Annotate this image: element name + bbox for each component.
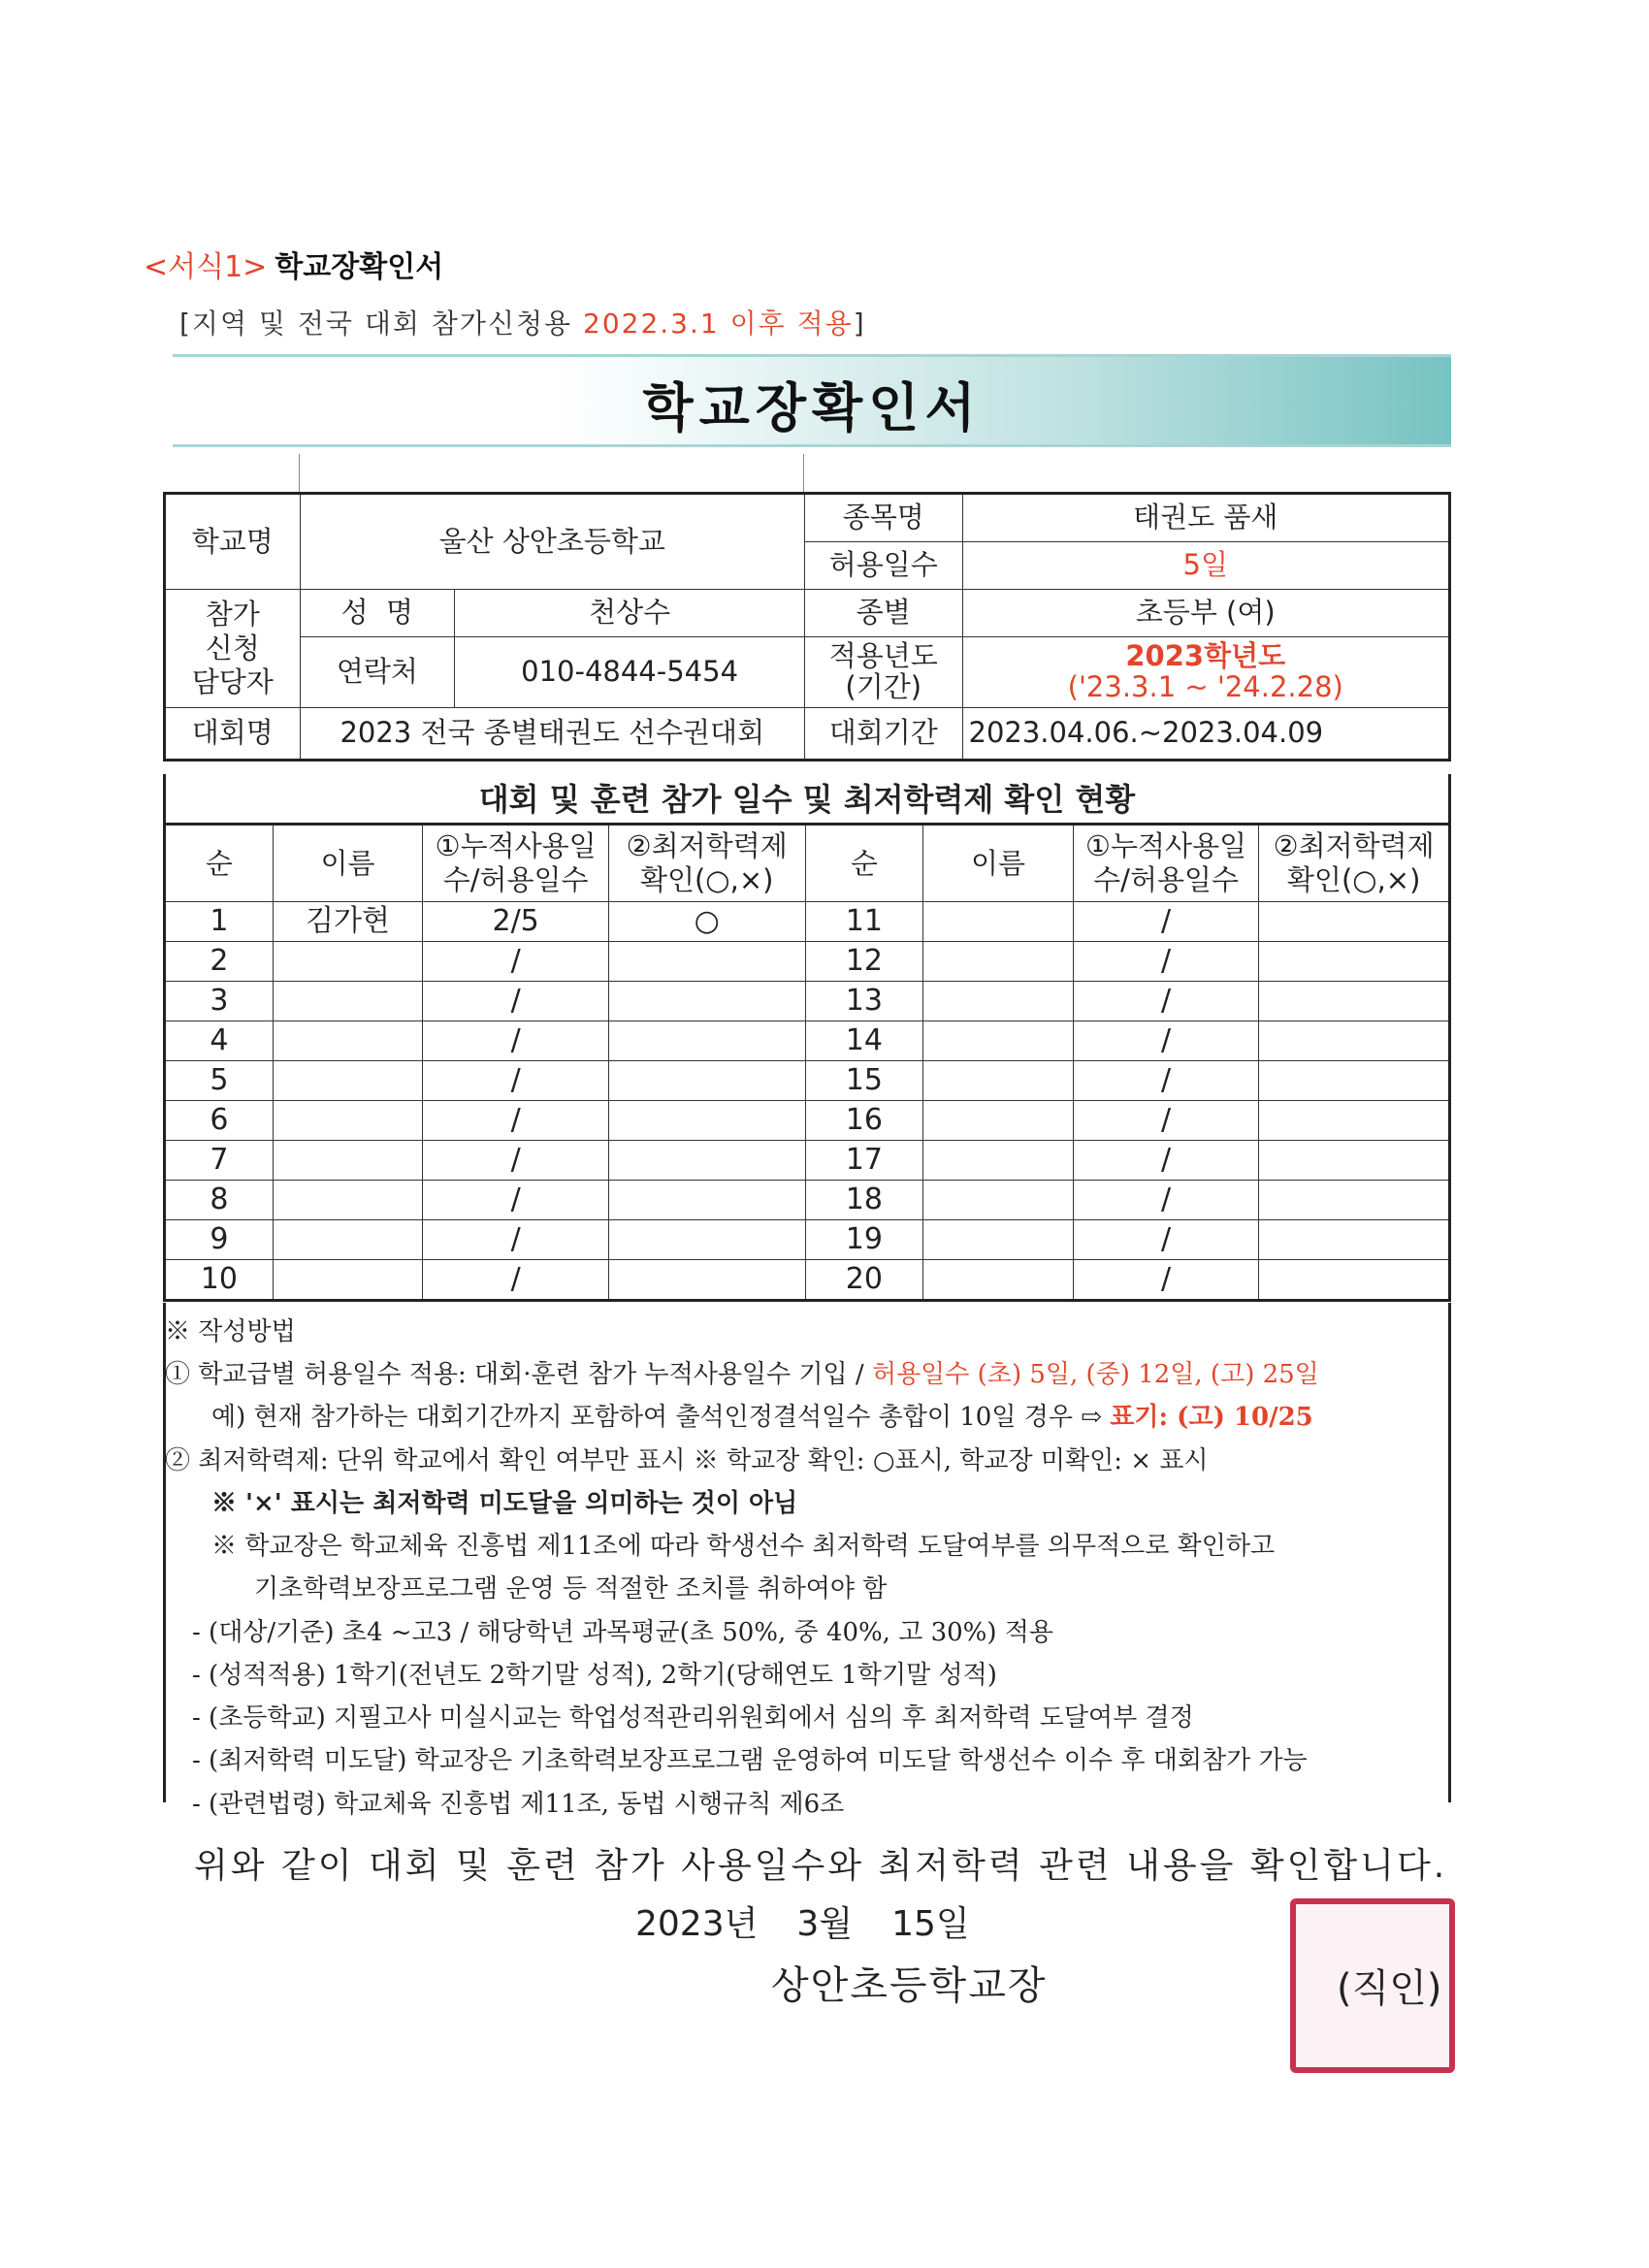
- competition-label: 대회명: [165, 708, 301, 761]
- note-1-example: [211, 1397, 1313, 1433]
- row-min-2: [1259, 1061, 1450, 1101]
- table-row: [165, 1220, 1450, 1260]
- table-row: [165, 902, 1450, 942]
- row-name-2: [923, 1101, 1074, 1141]
- guide-line: [803, 454, 804, 493]
- row-no: 6: [165, 1101, 274, 1141]
- row-no-2: 14: [805, 1021, 923, 1061]
- row-name: [273, 942, 423, 982]
- detail-2: - (성적적용) 1학기(전년도 2학기말 성적), 2학기(당해연도 1학기말 성적): [192, 1661, 997, 1690]
- principal-name: 상안초등학교장: [771, 1963, 1048, 2008]
- status-section-title: 대회 및 훈련 참가 일수 및 최저학력제 확인 현황: [163, 774, 1451, 825]
- notes-heading: ※ 작성방법: [165, 1317, 296, 1346]
- row-name-2: [923, 942, 1074, 982]
- row-days: /: [423, 982, 609, 1021]
- col-no-2: 순: [805, 825, 923, 902]
- row-name: [273, 1181, 423, 1220]
- col-days: ①누적사용일 수/허용일수: [423, 825, 609, 902]
- row-name: [273, 982, 423, 1021]
- detail-3: - (초등학교) 지필고사 미실시교는 학업성적관리위원회에서 심의 후 최저학력 도달여부 결정: [192, 1703, 1194, 1733]
- row-days: /: [423, 1181, 609, 1220]
- year-value: 2023학년도: [1125, 639, 1286, 673]
- subtitle-date: 2022.3.1 이후 적용: [583, 308, 854, 340]
- col-no: 순: [165, 825, 274, 902]
- row-min-2: [1259, 1260, 1450, 1301]
- row-min-2: [1259, 942, 1450, 982]
- period-value: 2023.04.06.~2023.04.09: [962, 708, 1450, 761]
- row-min-2: [1259, 1021, 1450, 1061]
- note-3: ※ '×' 표시는 최저학력 미도달을 의미하는 것이 아님: [211, 1489, 798, 1518]
- row-no: 4: [165, 1021, 274, 1061]
- row-days-2: /: [1073, 1061, 1259, 1101]
- table-row: [165, 982, 1450, 1021]
- table-row: [165, 1141, 1450, 1181]
- row-days: /: [423, 1021, 609, 1061]
- row-no-2: 16: [805, 1101, 923, 1141]
- row-name: [273, 1220, 423, 1260]
- row-no: 8: [165, 1181, 274, 1220]
- detail-5: - (관련법령) 학교체육 진흥법 제11조, 동법 시행규칙 제6조: [192, 1790, 845, 1819]
- row-min: [608, 1141, 805, 1181]
- year-period: ('23.3.1 ~ '24.2.28): [1067, 670, 1343, 703]
- table-row: [165, 1260, 1450, 1301]
- row-name-2: [923, 1181, 1074, 1220]
- row-days: /: [423, 1141, 609, 1181]
- row-min: [608, 982, 805, 1021]
- row-name: [273, 1061, 423, 1101]
- row-no: 5: [165, 1061, 274, 1101]
- row-name: [273, 1141, 423, 1181]
- row-days-2: /: [1073, 1220, 1259, 1260]
- date: [635, 1896, 1009, 1946]
- event-label: 종목명: [805, 494, 962, 542]
- event-value: 태권도 품새: [962, 494, 1450, 542]
- row-min: ○: [608, 902, 805, 942]
- row-min: [608, 1181, 805, 1220]
- row-no-2: 15: [805, 1061, 923, 1101]
- contact-value: 010-4844-5454: [455, 637, 805, 708]
- allowed-days-label: 허용일수: [805, 542, 962, 590]
- note-1-example-text: 예) 현재 참가하는 대회기간까지 포함하여 출석인정결석일수 총합이 10일 경우 ⇨: [211, 1403, 1102, 1432]
- period-label: 대회기간: [805, 708, 962, 761]
- allowed-days-value: 5일: [962, 542, 1450, 590]
- col-min-2: ②최저학력제 확인(○,×): [1259, 825, 1450, 902]
- guide-line: [299, 454, 300, 493]
- note-1-allowed: 허용일수 (초) 5일, (중) 12일, (고) 25일: [871, 1360, 1319, 1389]
- row-name: [273, 1260, 423, 1301]
- row-no-2: 19: [805, 1220, 923, 1260]
- table-row: [165, 1181, 1450, 1220]
- school-label: 학교명: [165, 494, 301, 590]
- applicant-label: 참가 신청 담당자: [165, 590, 301, 708]
- row-no-2: 12: [805, 942, 923, 982]
- category-label: 종별: [805, 590, 962, 637]
- row-days: /: [423, 1101, 609, 1141]
- row-name: 김가현: [273, 902, 423, 942]
- col-days-2: ①누적사용일 수/허용일수: [1073, 825, 1259, 902]
- table-row: [165, 1061, 1450, 1101]
- row-no: 7: [165, 1141, 274, 1181]
- col-min: ②최저학력제 확인(○,×): [608, 825, 805, 902]
- row-days-2: /: [1073, 1101, 1259, 1141]
- note-4b: 기초학력보장프로그램 운영 등 적절한 조치를 취하여야 함: [254, 1574, 888, 1604]
- name-value: 천상수: [455, 590, 805, 637]
- page-title: 학교장확인서: [642, 377, 982, 438]
- col-name-2: 이름: [923, 825, 1074, 902]
- row-name: [273, 1101, 423, 1141]
- school-value: 울산 상안초등학교: [300, 494, 804, 590]
- row-no-2: 20: [805, 1260, 923, 1301]
- row-name: [273, 1021, 423, 1061]
- note-1-example-mark: 표기: (고) 10/25: [1110, 1403, 1313, 1432]
- table-row: [165, 1101, 1450, 1141]
- row-name-2: [923, 1220, 1074, 1260]
- seal-label: (직인): [1337, 1966, 1442, 2011]
- subtitle-prefix: [지역 및 전국 대회 참가신청용: [179, 308, 573, 340]
- row-min-2: [1259, 1181, 1450, 1220]
- note-1-text: ① 학교급별 허용일수 적용: 대회·훈련 참가 누적사용일수 기입 /: [165, 1360, 864, 1389]
- row-days-2: /: [1073, 1260, 1259, 1301]
- row-no: 9: [165, 1220, 274, 1260]
- col-name: 이름: [273, 825, 423, 902]
- date-year: 2023년: [635, 1904, 759, 1944]
- row-no: 1: [165, 902, 274, 942]
- row-min: [608, 1260, 805, 1301]
- form-name: 학교장확인서: [275, 250, 444, 284]
- row-no-2: 18: [805, 1181, 923, 1220]
- row-name-2: [923, 982, 1074, 1021]
- name-label: 성 명: [300, 590, 455, 637]
- row-days-2: /: [1073, 982, 1259, 1021]
- note-2: ② 최저학력제: 단위 학교에서 확인 여부만 표시 ※ 학교장 확인: ○표시, 학교장 미확인: × 표시: [165, 1446, 1209, 1475]
- form-number: <서식1>: [144, 250, 268, 284]
- row-days-2: /: [1073, 1021, 1259, 1061]
- row-min: [608, 1101, 805, 1141]
- row-days-2: /: [1073, 1141, 1259, 1181]
- contact-label: 연락처: [300, 637, 455, 708]
- row-days: /: [423, 1061, 609, 1101]
- confirm-statement: 위와 같이 대회 및 훈련 참가 사용일수와 최저학력 관련 내용을 확인합니다.: [194, 1846, 1448, 1886]
- row-min: [608, 1220, 805, 1260]
- row-min-2: [1259, 1220, 1450, 1260]
- year-cell: [962, 637, 1450, 708]
- row-name-2: [923, 1061, 1074, 1101]
- row-name-2: [923, 902, 1074, 942]
- table-row: [165, 1021, 1450, 1061]
- row-no: 2: [165, 942, 274, 982]
- row-min-2: [1259, 902, 1450, 942]
- row-name-2: [923, 1141, 1074, 1181]
- year-label: 적용년도 (기간): [805, 637, 962, 708]
- row-min: [608, 1061, 805, 1101]
- row-days: /: [423, 1220, 609, 1260]
- category-value: 초등부 (여): [962, 590, 1450, 637]
- row-min-2: [1259, 982, 1450, 1021]
- row-no: 3: [165, 982, 274, 1021]
- info-table: [163, 492, 1451, 761]
- note-4a: ※ 학교장은 학교체육 진흥법 제11조에 따라 학생선수 최저학력 도달여부를 의무적으로 확인하고: [211, 1532, 1276, 1561]
- status-table: [163, 823, 1451, 1302]
- date-month: 3월: [796, 1904, 854, 1944]
- row-days-2: /: [1073, 942, 1259, 982]
- row-no-2: 17: [805, 1141, 923, 1181]
- detail-4: - (최저학력 미도달) 학교장은 기초학력보장프로그램 운영하여 미도달 학생선수 이수 후 대회참가 가능: [192, 1746, 1308, 1775]
- row-days: /: [423, 942, 609, 982]
- subtitle-suffix: ]: [853, 308, 866, 340]
- competition-value: 2023 전국 종별태권도 선수권대회: [300, 708, 804, 761]
- row-min: [608, 1021, 805, 1061]
- row-days: 2/5: [423, 902, 609, 942]
- table-row: [165, 942, 1450, 982]
- row-days: /: [423, 1260, 609, 1301]
- detail-1: - (대상/기준) 초4 ~고3 / 해당학년 과목평균(초 50%, 중 40%, 고 30%) 적용: [192, 1618, 1054, 1647]
- subtitle: [179, 303, 866, 341]
- row-name-2: [923, 1021, 1074, 1061]
- date-day: 15일: [891, 1904, 970, 1944]
- row-no: 10: [165, 1260, 274, 1301]
- row-no-2: 11: [805, 902, 923, 942]
- row-min: [608, 942, 805, 982]
- row-no-2: 13: [805, 982, 923, 1021]
- row-days-2: /: [1073, 902, 1259, 942]
- row-days-2: /: [1073, 1181, 1259, 1220]
- row-min-2: [1259, 1141, 1450, 1181]
- note-1: [165, 1354, 1319, 1390]
- form-label: [144, 243, 443, 285]
- row-min-2: [1259, 1101, 1450, 1141]
- row-name-2: [923, 1260, 1074, 1301]
